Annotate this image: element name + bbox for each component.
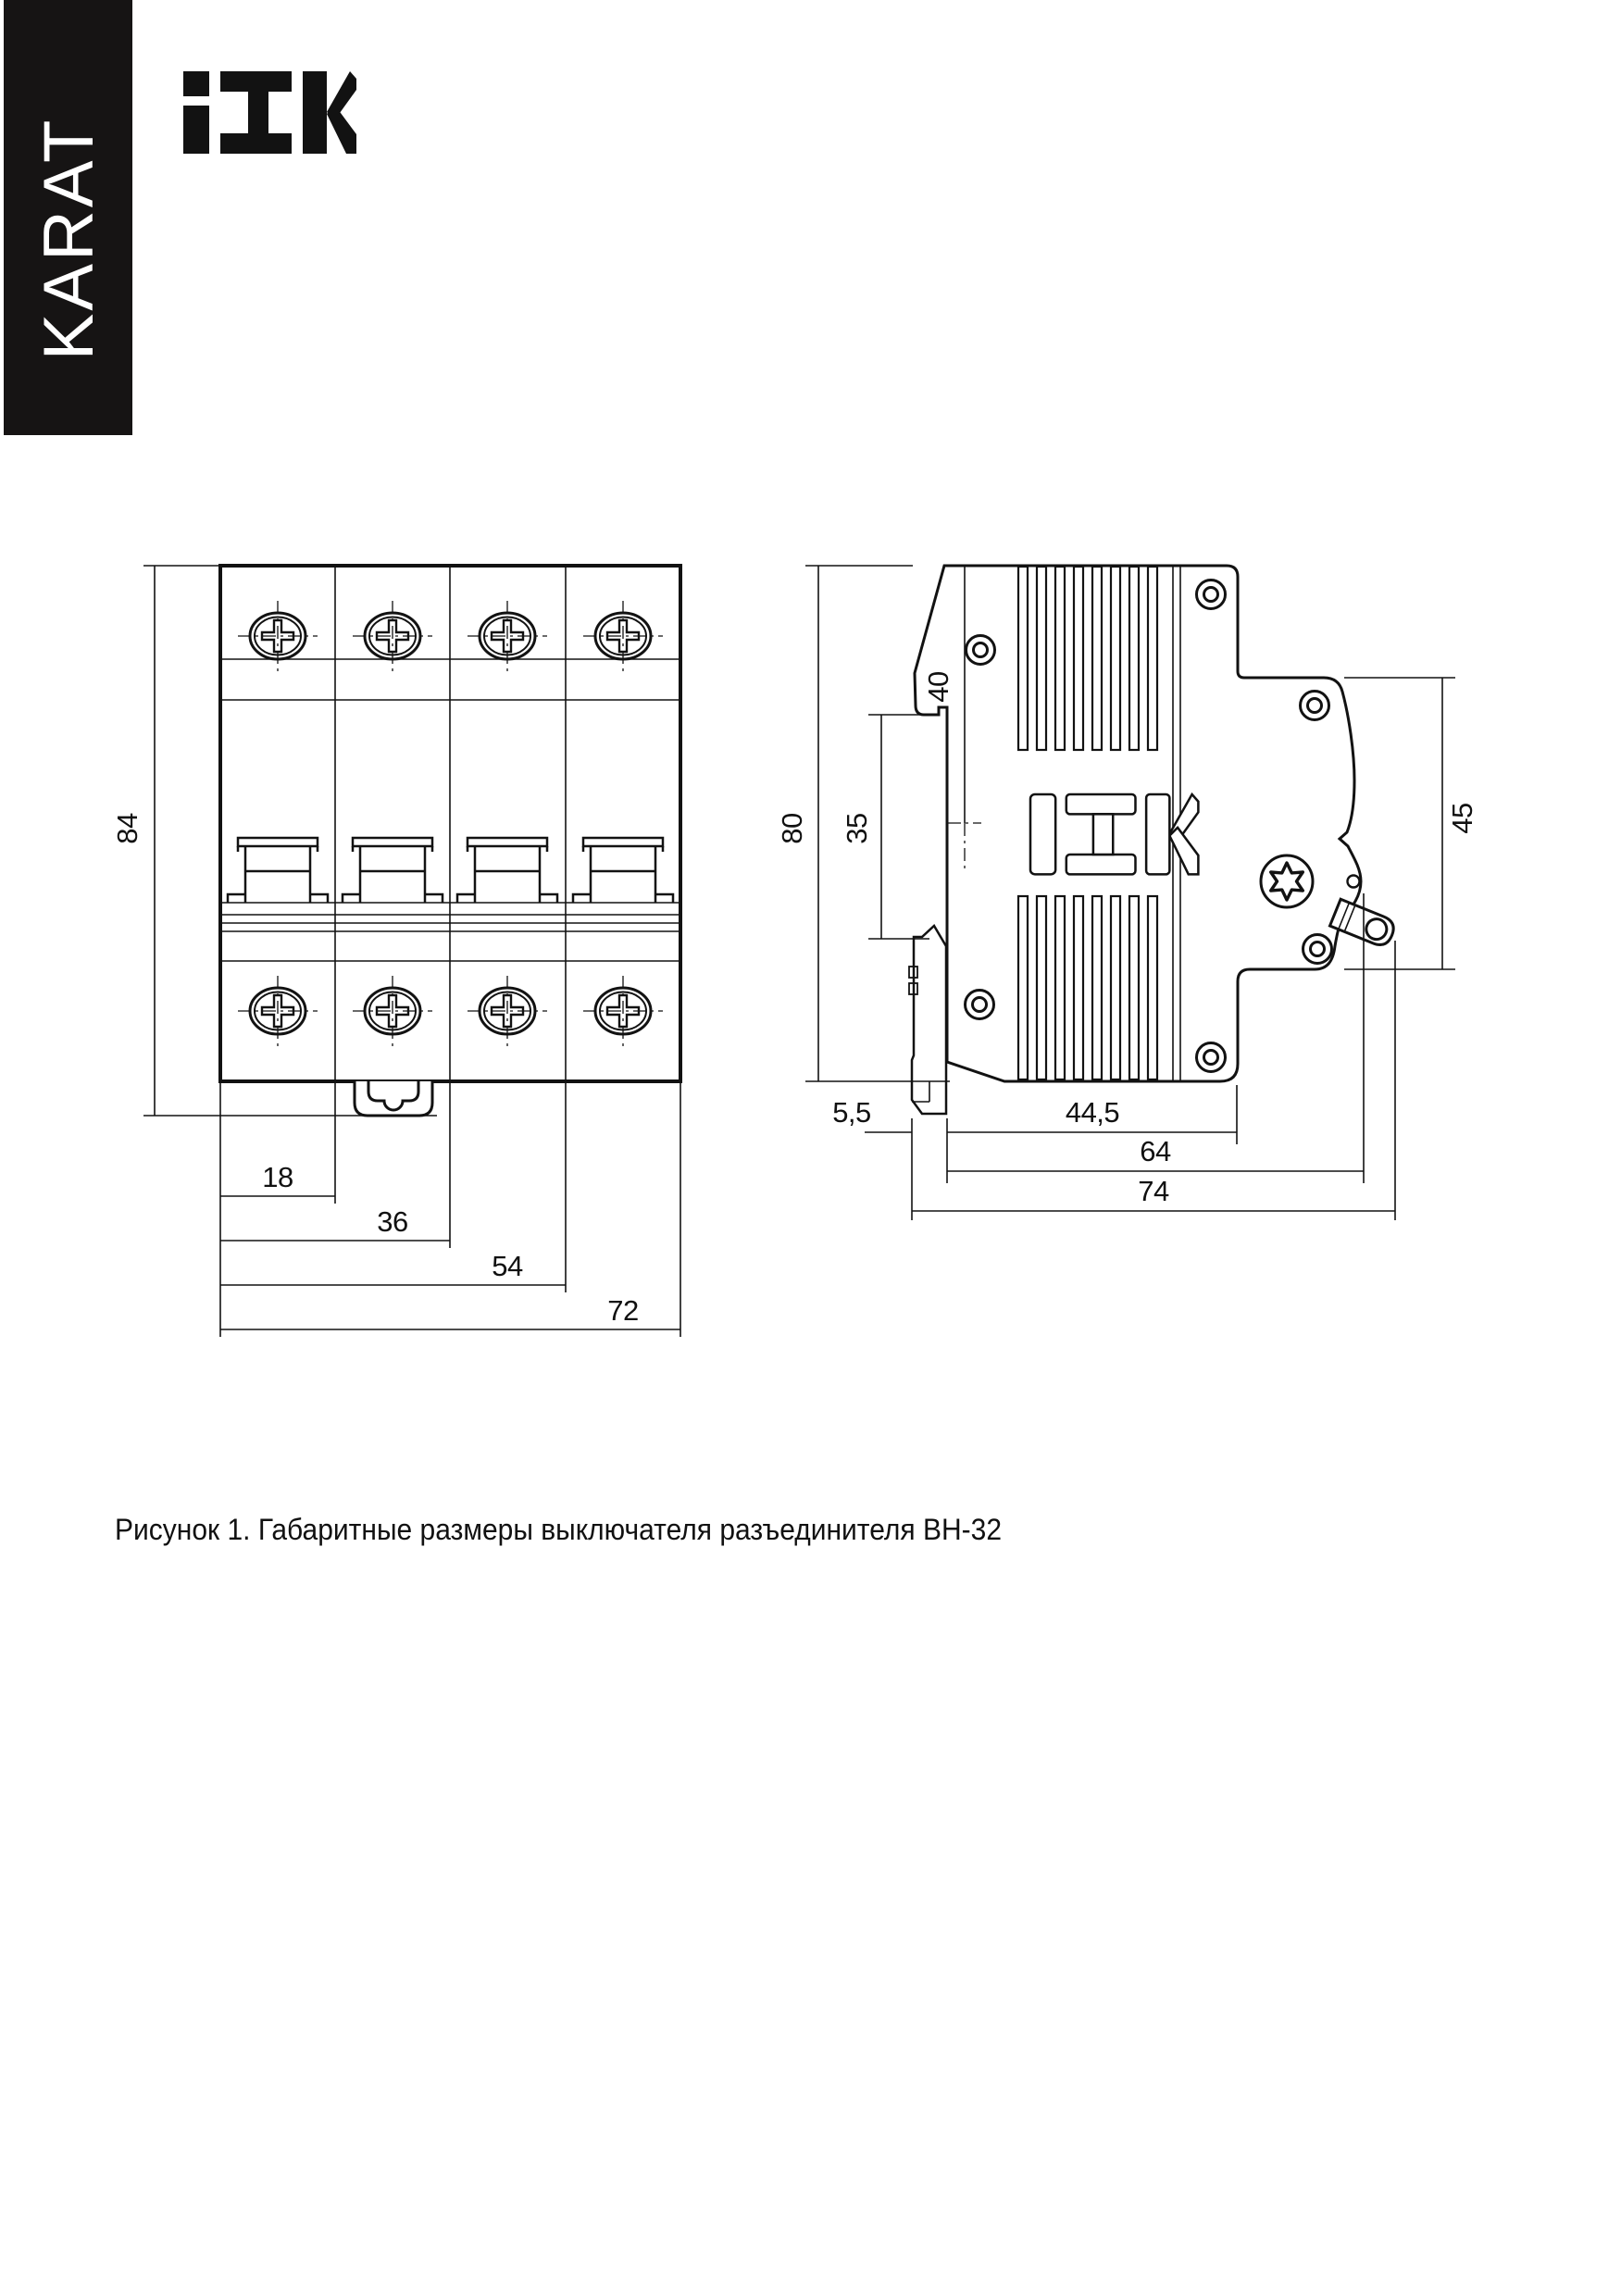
rivet-icon [966,991,994,1019]
dim-label-45: 45 [1446,803,1478,834]
dim-label-44-5: 44,5 [1065,1096,1120,1129]
dim-label-64: 64 [1140,1135,1171,1167]
rivet-icon [1197,580,1226,609]
din-clip-side [909,926,946,1114]
dim-label-84: 84 [111,813,143,844]
karat-banner [4,0,132,435]
figure-caption: Рисунок 1. Габаритные размеры выключателя разъединителя ВН-32 [115,1513,1002,1546]
torx-screw-icon [1261,855,1313,907]
karat-banner-label: KARAT [30,117,108,361]
rivet-icon [1301,692,1329,720]
iek-logo [183,71,356,154]
dim-label-35: 35 [841,813,873,844]
rivet-icon [966,636,995,665]
dim-label-54: 54 [492,1250,523,1282]
side-view [776,566,1478,1220]
dim-label-36: 36 [377,1205,408,1238]
dim-label-18: 18 [262,1161,293,1193]
dim-label-74: 74 [1138,1175,1169,1207]
dim-label-72: 72 [607,1294,639,1327]
dim-label-80: 80 [776,813,808,844]
dim-35 [841,715,929,939]
din-clip-front [355,1081,432,1116]
dim-label-5-5: 5,5 [832,1096,871,1129]
dim-width-group [220,1081,680,1337]
front-view [111,566,680,1337]
rivet-icon [1197,1043,1226,1072]
dim-label-40: 40 [922,671,954,703]
rivet-icon [1303,935,1332,964]
